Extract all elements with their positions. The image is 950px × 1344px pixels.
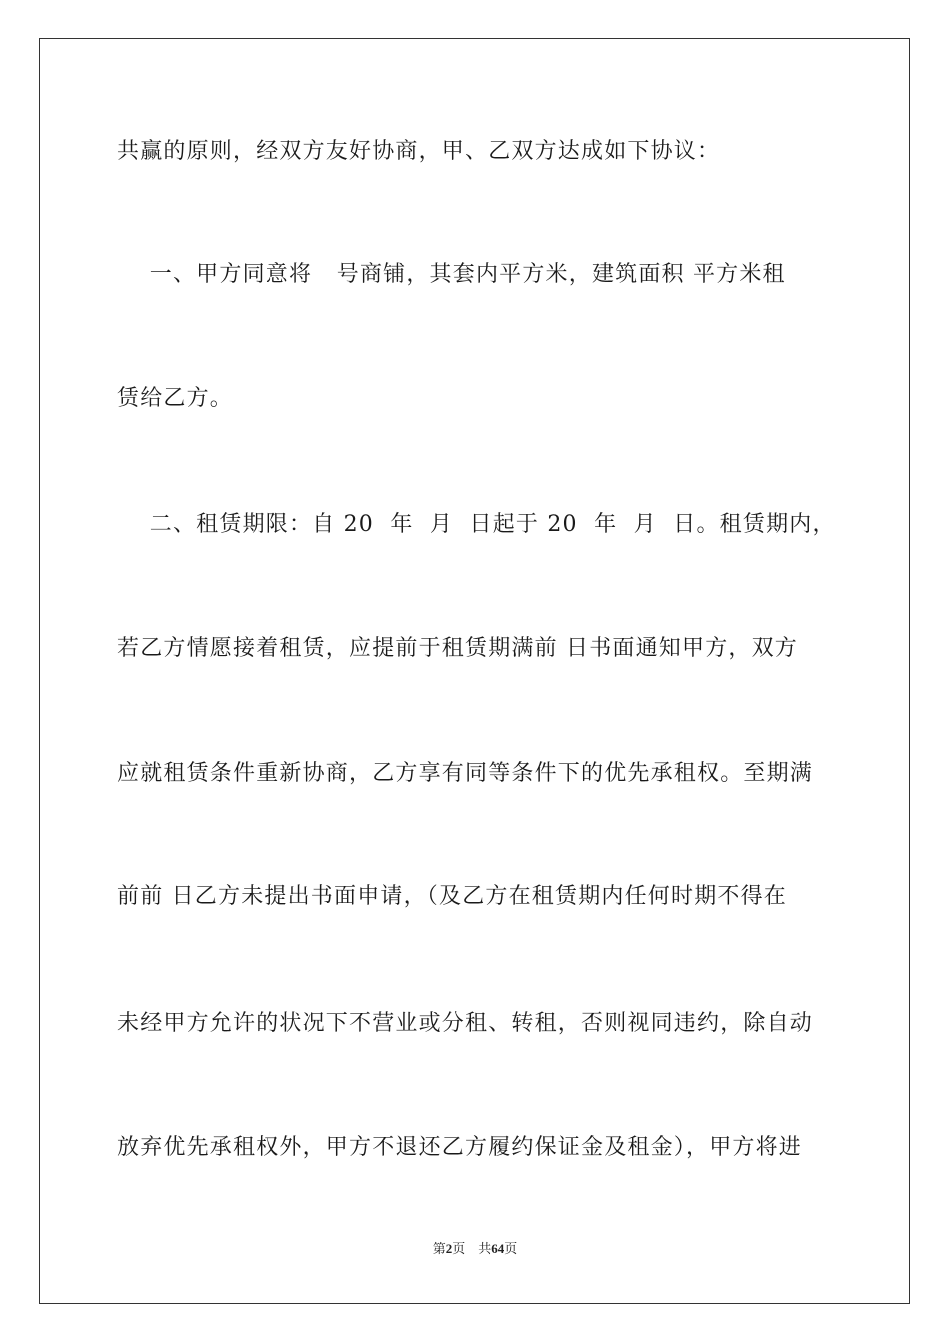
body-text-line: 赁给乙方。 <box>117 386 234 411</box>
body-text-line: 应就租赁条件重新协商，乙方享有同等条件下的优先承租权。至期满 <box>117 761 814 786</box>
footer-page-number: 2 <box>445 1241 453 1256</box>
footer-total-prefix: 共 <box>478 1241 492 1256</box>
footer-page-prefix: 第 <box>432 1241 446 1256</box>
body-text-line: 二、租赁期限：自 20 年 月 日起于 20 年 月 日。租赁期内， <box>117 512 836 537</box>
page-footer <box>0 1238 950 1257</box>
page-border <box>39 38 910 1304</box>
footer-total-suffix: 页 <box>504 1241 518 1256</box>
body-text-line: 共赢的原则，经双方友好协商，甲、乙双方达成如下协议： <box>117 139 721 164</box>
footer-total-number: 64 <box>491 1241 505 1256</box>
body-text-line: 前前 日乙方未提出书面申请，（及乙方在租赁期内任何时期不得在 <box>117 884 787 909</box>
footer-page-suffix: 页 <box>452 1241 466 1256</box>
body-text-line: 若乙方情愿接着租赁，应提前于租赁期满前 日书面通知甲方，双方 <box>117 636 798 661</box>
body-text-line: 放弃优先承租权外，甲方不退还乙方履约保证金及租金），甲方将进 <box>117 1135 803 1160</box>
body-text-line: 未经甲方允许的状况下不营业或分租、转租，否则视同违约，除自动 <box>117 1011 814 1036</box>
body-text-line: 一、甲方同意将 号商铺，其套内平方米，建筑面积 平方米租 <box>117 262 786 287</box>
